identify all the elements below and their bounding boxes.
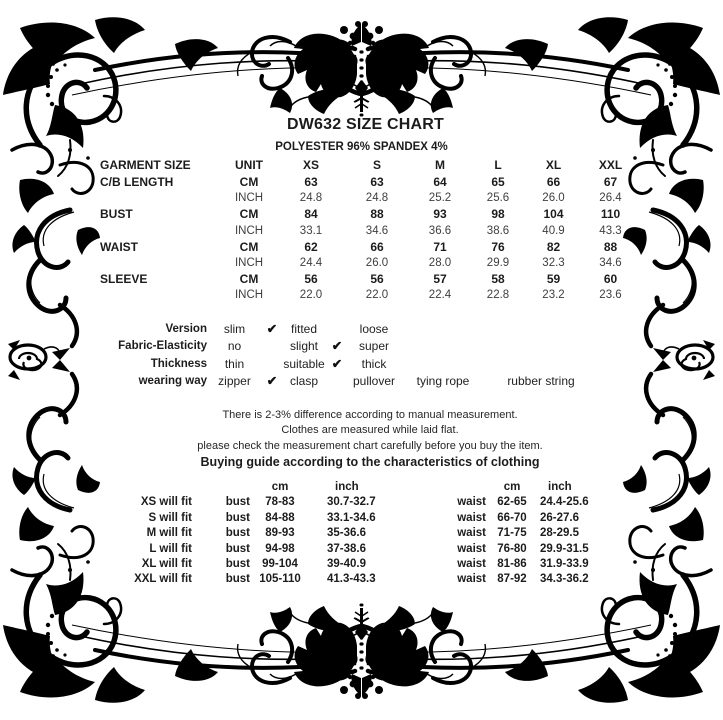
guide-size-label: XS will fit [140,496,192,509]
note-line: There is 2-3% difference according to manual measurement. [222,409,518,421]
size-value-cell: 88 [603,239,618,254]
guide-bust-label: bust [225,511,250,524]
size-value-cell: 60 [603,272,618,287]
size-value-cell: 65 [491,175,505,190]
guide-waist-label: waist [457,542,486,555]
attribute-option: suitable [283,356,325,371]
guide-spacer [406,557,456,572]
guide-spacer [406,542,456,557]
size-table-row [100,255,640,271]
buying-guide-heading: Buying guide according to the characteristics of clothing [200,455,540,469]
guide-size-label: S will fit [148,511,192,524]
guide-waist-cm: 87-92 [497,573,527,586]
guide-spacer [406,572,456,587]
guide-bust-label: bust [225,573,250,586]
size-value-cell: 25.2 [428,192,452,205]
unit-cell: CM [239,272,259,287]
guide-waist-cm: 62-65 [497,496,527,509]
guide-waist-inch: 34.3-36.2 [540,573,589,586]
size-value-cell: 63 [304,175,318,190]
size-value-cell: 76 [491,239,505,254]
check-empty [262,356,282,373]
size-value-cell: 98 [491,207,505,222]
guide-waist-cm: 66-70 [497,511,527,524]
size-value-cell: 25.6 [486,192,510,205]
attribute-option: thick [361,356,387,371]
size-value-cell: 63 [370,175,384,190]
unit-cell: CM [239,207,259,222]
size-value-cell: 22.0 [365,289,389,302]
guide-bust-inch: 30.7-32.7 [327,496,376,509]
attribute-option: super [358,339,390,354]
size-value-cell: 22.0 [299,289,323,302]
unit-cell: CM [239,239,259,254]
guide-bust-label: bust [225,527,250,540]
size-value-cell: 56 [370,272,384,287]
size-value-cell: 24.8 [299,192,323,205]
size-value-cell: 110 [600,207,621,222]
size-value-cell: 82 [546,239,561,254]
size-table-header-cell: XS [302,157,319,172]
guide-bust-inch: 39-40.9 [327,558,367,571]
attribute-option: slight [289,339,318,354]
size-value-cell: 62 [304,239,318,254]
guide-spacer [456,480,486,495]
guide-bust-label: bust [225,496,250,509]
measurement-label [100,255,220,271]
size-value-cell: 26.4 [599,192,622,205]
measurement-label: BUST [100,207,133,222]
attribute-option: zipper [218,374,251,389]
guide-waist-label: waist [457,558,486,571]
size-table-body [100,155,640,304]
attribute-option: no [227,339,242,354]
size-value-cell: 71 [433,239,447,254]
attribute-option [400,338,486,355]
attribute-option: thin [224,356,245,371]
guide-spacer [406,480,456,495]
size-value-cell: 24.8 [365,192,389,205]
fabric-composition: POLYESTER 96% SPANDEX 4% [275,141,448,153]
guide-bust-cm: 99-104 [262,558,298,571]
guide-waist-inch: 31.9-33.9 [540,558,589,571]
unit-cell: INCH [234,224,264,237]
size-value-cell: 93 [433,207,447,222]
size-table-row [100,190,640,206]
check-mark-icon: ✔ [331,339,343,354]
size-table-row [100,287,640,303]
measurement-label [100,287,220,303]
guide-waist-inch: 26-27.6 [540,511,580,524]
guide-bust-label: bust [225,558,250,571]
guide-spacer [100,480,192,495]
size-value-cell: 38.6 [486,224,510,237]
size-value-cell: 29.9 [486,257,510,270]
size-table-row [100,271,640,287]
size-table-header-row [100,155,640,174]
attribute-label: wearing way [138,375,207,388]
guide-bust-cm: 105-110 [259,573,301,586]
size-value-cell: 22.8 [486,289,510,302]
size-value-cell: 59 [546,272,561,287]
size-value-cell: 32.3 [542,257,565,270]
unit-cell: INCH [234,257,264,270]
guide-bust-inch: 35-36.6 [327,527,367,540]
guide-col-header: cm [271,481,289,493]
size-value-cell: 88 [370,207,384,222]
guide-waist-inch: 28-29.5 [540,527,580,540]
check-mark-icon: ✔ [331,356,343,371]
attribute-label: Thickness [150,357,207,370]
size-value-cell: 66 [370,239,384,254]
size-value-cell: 34.6 [365,224,389,237]
size-table-row [100,223,640,239]
size-value-cell: 40.9 [542,224,565,237]
check-empty [326,373,348,390]
guide-spacer [192,480,250,495]
page-title: DW632 SIZE CHART [287,116,444,133]
attribute-option: rubber string [507,374,575,389]
unit-cell: CM [239,175,259,190]
guide-waist-cm: 71-75 [497,527,527,540]
unit-cell: INCH [234,192,264,205]
unit-cell: INCH [234,289,264,302]
note-line: please check the measurement chart carefully before you buy the item. [197,439,543,452]
size-table-row [100,174,640,190]
size-table-header-cell: XL [545,157,562,172]
clothing-attributes [95,321,596,391]
guide-waist-cm: 81-86 [497,558,527,571]
size-table-row [100,206,640,222]
guide-bust-cm: 84-88 [265,511,295,524]
guide-bust-cm: 94-98 [265,542,295,555]
guide-size-label: XXL will fit [134,573,192,586]
measurement-label: SLEEVE [100,272,148,287]
check-empty [262,338,282,355]
size-value-cell: 67 [603,175,618,190]
size-table-header-cell: M [435,157,445,172]
guide-size-label: XL will fit [141,558,192,571]
guide-col-header: inch [548,481,572,493]
guide-bust-inch: 41.3-43.3 [327,573,376,586]
size-table-header-cell: XXL [598,157,623,172]
guide-size-label: L will fit [149,542,192,555]
size-value-cell: 84 [304,207,318,222]
guide-waist-label: waist [457,527,486,540]
guide-bust-label: bust [225,542,250,555]
guide-bust-cm: 89-93 [265,527,295,540]
measurement-notes [100,408,640,454]
size-value-cell: 28.0 [428,257,452,270]
size-value-cell: 58 [491,272,505,287]
guide-spacer [406,511,456,526]
guide-col-header: inch [335,481,359,493]
guide-waist-inch: 29.9-31.5 [540,542,589,555]
guide-size-label: M will fit [146,527,192,540]
garment-size-table [100,155,640,304]
size-table-row [100,239,640,255]
attribute-option [486,321,596,338]
attribute-option: fitted [290,322,317,336]
size-value-cell: 34.6 [599,257,622,270]
size-value-cell: 26.0 [365,257,389,270]
attribute-label: Version [165,323,207,335]
size-value-cell: 57 [433,272,447,287]
attribute-option [400,356,486,373]
attribute-option: pullover [352,374,396,389]
size-value-cell: 24.4 [299,257,323,270]
size-table-header-cell: S [372,157,381,172]
check-mark-icon: ✔ [266,374,278,389]
guide-waist-inch: 24.4-25.6 [540,496,589,509]
buying-guide-table [100,480,648,588]
attribute-option [486,338,596,355]
measurement-label [100,223,220,239]
guide-waist-label: waist [457,573,486,586]
size-value-cell: 36.6 [428,224,452,237]
size-value-cell: 64 [433,175,447,190]
size-table-header-cell: L [494,157,502,172]
attribute-option [400,321,486,338]
size-value-cell: 26.0 [542,192,565,205]
guide-waist-label: waist [457,496,486,509]
attribute-option: loose [359,322,389,336]
guide-bust-inch: 37-38.6 [327,542,367,555]
size-value-cell: 22.4 [428,289,452,302]
attribute-option: clasp [289,374,318,389]
size-table-header-cell: UNIT [235,157,263,172]
attribute-option: tying rope [416,374,470,389]
guide-bust-inch: 33.1-34.6 [327,511,376,524]
size-value-cell: 104 [543,207,564,222]
size-value-cell: 43.3 [599,224,622,237]
size-table-header-cell: GARMENT SIZE [100,157,191,172]
check-mark-icon: ✔ [266,322,278,336]
guide-waist-cm: 76-80 [497,542,527,555]
size-value-cell: 23.2 [542,289,565,302]
guide-spacer [406,526,456,541]
size-value-cell: 33.1 [299,224,323,237]
guide-spacer [406,495,456,510]
measurement-label: C/B LENGTH [100,175,174,190]
size-value-cell: 23.6 [599,289,622,302]
size-value-cell: 66 [546,175,561,190]
attribute-label: Fabric-Elasticity [118,340,207,353]
attribute-option [486,356,596,373]
measurement-label [100,190,220,206]
guide-col-header: cm [503,481,521,493]
attribute-option: slim [223,322,246,336]
size-value-cell: 56 [304,272,318,287]
measurement-label: WAIST [100,239,138,254]
guide-bust-cm: 78-83 [265,496,295,509]
check-empty [326,321,348,338]
guide-waist-label: waist [457,511,486,524]
note-line: Clothes are measured while laid flat. [281,424,459,437]
